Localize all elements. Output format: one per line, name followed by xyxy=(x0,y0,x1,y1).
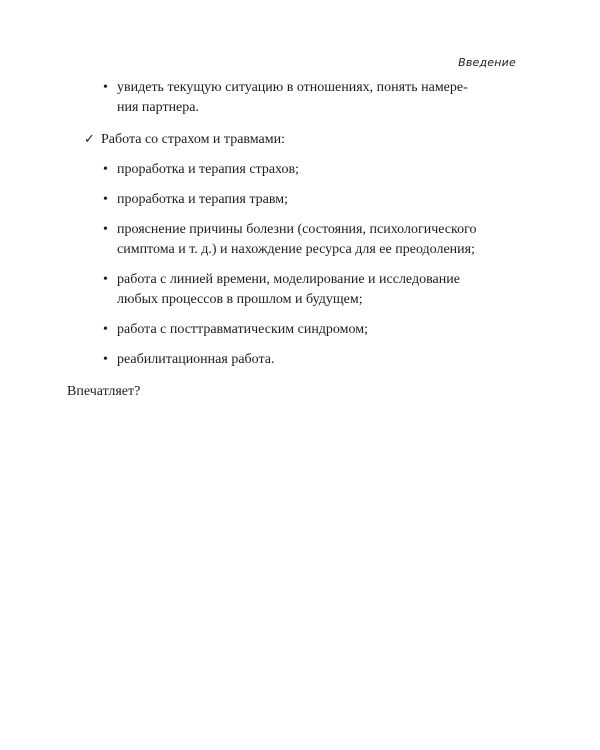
page-body xyxy=(0,78,600,416)
list-item-line: прояснение причины болезни (состояния, психологического xyxy=(117,222,477,237)
list-item-line: ния партнера. xyxy=(117,100,199,115)
list-item-line: увидеть текущую ситуацию в отношениях, понять намере- xyxy=(117,80,468,95)
list-item-line: проработка и терапия травм; xyxy=(117,192,288,207)
section-bullet-list xyxy=(0,160,600,370)
list-item xyxy=(0,270,600,310)
section-heading-text: Работа со страхом и травмами: xyxy=(101,132,286,147)
list-item-line: проработка и терапия страхов; xyxy=(117,162,300,177)
list-item xyxy=(0,220,600,260)
list-item xyxy=(0,160,600,180)
check-mark-icon: ✓ xyxy=(84,132,95,147)
bullet-icon: • xyxy=(103,352,108,367)
list-item-line: работа с линией времени, моделирование и исследование xyxy=(117,272,460,287)
list-item-line: работа с посттравматическим синдромом; xyxy=(117,322,369,337)
bullet-icon: • xyxy=(103,272,108,287)
list-item xyxy=(0,190,600,210)
list-item-line: любых процессов в прошлом и будущем; xyxy=(117,292,363,307)
bullet-icon: • xyxy=(103,222,108,237)
closing-paragraph: Впечатляет? xyxy=(67,384,141,399)
bullet-icon: • xyxy=(103,322,108,337)
list-item xyxy=(0,320,600,340)
list-item xyxy=(0,78,600,118)
section-heading xyxy=(0,130,600,150)
bullet-icon: • xyxy=(103,80,108,95)
list-item-line: реабилитационная работа. xyxy=(117,352,275,367)
first-bullet-list xyxy=(0,78,600,118)
bullet-icon: • xyxy=(103,192,108,207)
running-head: Введение xyxy=(458,56,516,69)
list-item-line: симптома и т. д.) и нахождение ресурса для ее преодоления; xyxy=(117,242,475,257)
list-item xyxy=(0,350,600,370)
bullet-icon: • xyxy=(103,162,108,177)
